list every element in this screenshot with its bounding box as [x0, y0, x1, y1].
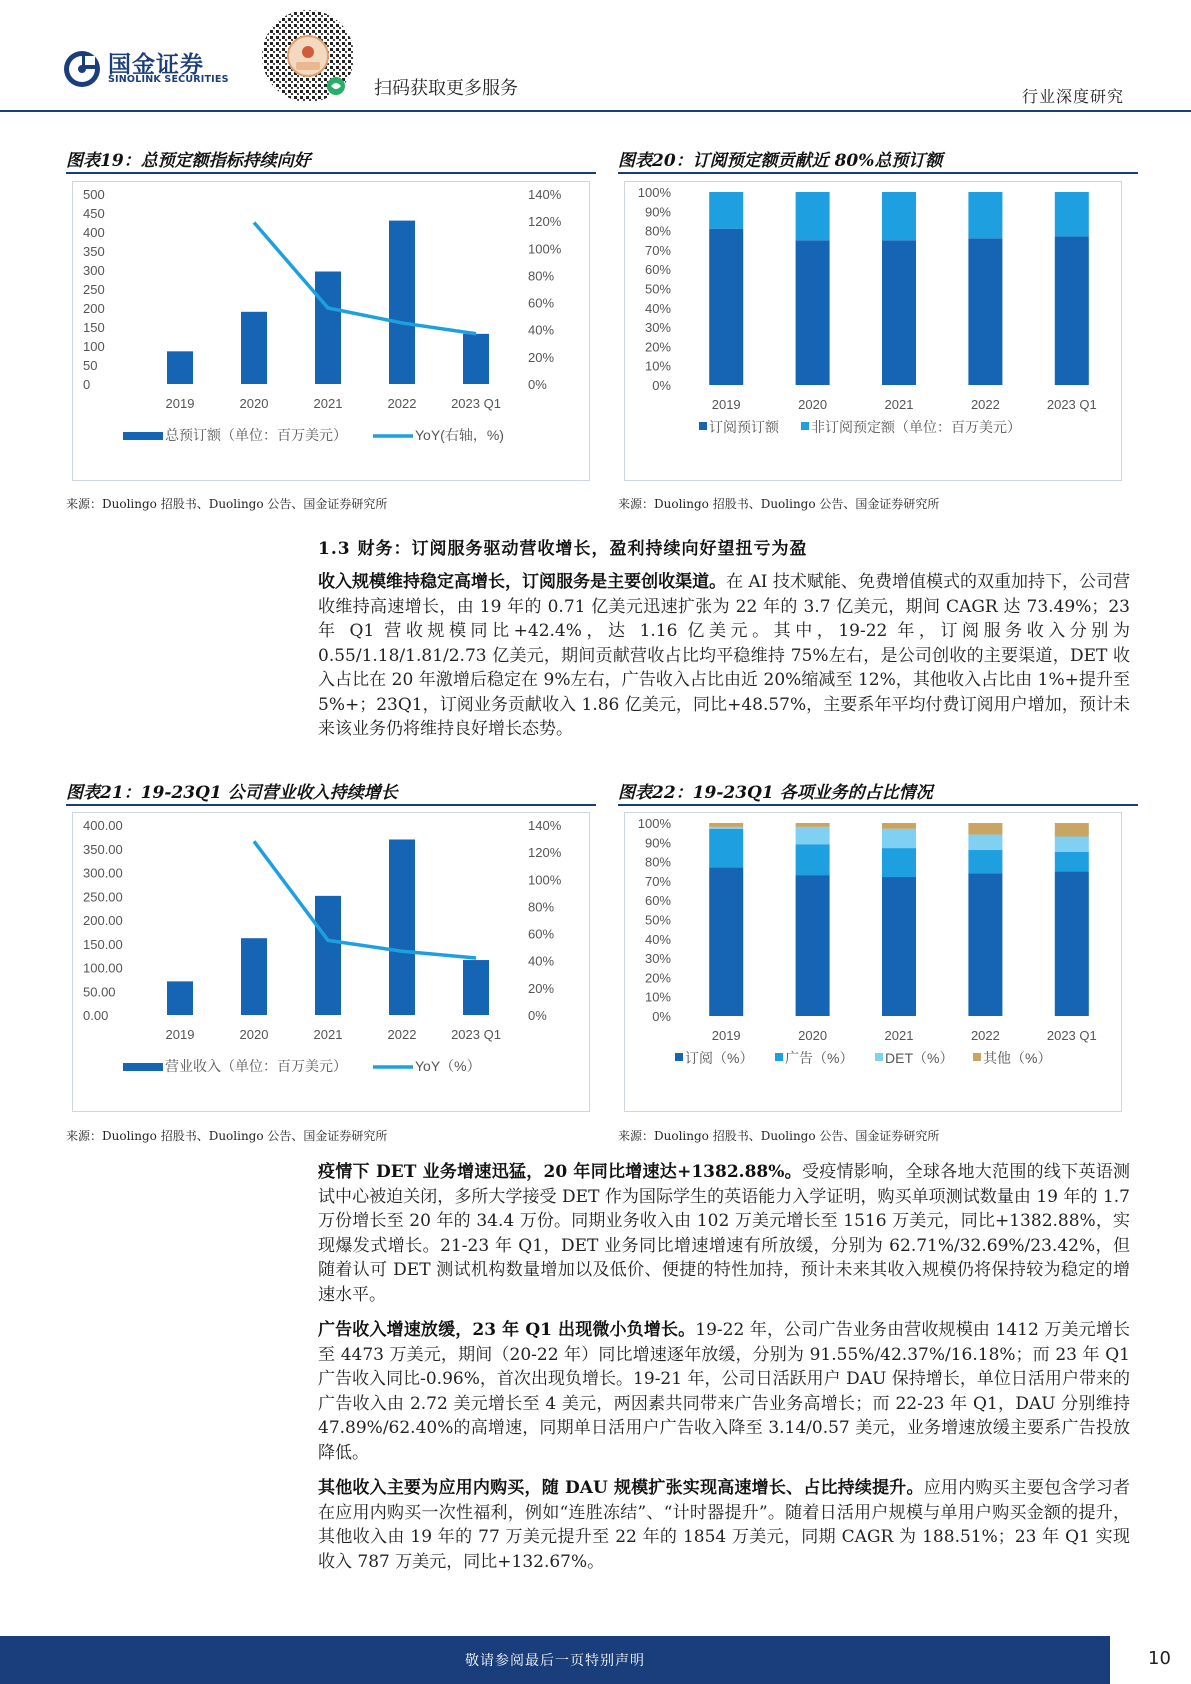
fig22-segment: [968, 823, 1002, 835]
fig20-segment: [796, 192, 830, 240]
paragraph-other-body: 应用内购买主要包含学习者在应用内购买一次性福利，例如“连胜冻结”、“计时器提升”。随着日活用户规模与单用户购买金额的提升，其他收入由 19 年的 77 万美元提升至 22 年的 1854 万美元，同期 CAGR 为 188.51%；23 年 Q1 实现收入 787 万美元，同比+132.67%。: [318, 1478, 1131, 1572]
fig19-bar: [315, 272, 341, 384]
fig22-segment: [968, 873, 1002, 1016]
fig22-segment: [882, 848, 916, 877]
fig21-left-tick: 400.00: [83, 818, 123, 833]
fig19-left-tick: 250: [83, 282, 105, 297]
fig20-left-tick: 80%: [644, 223, 671, 239]
fig22-left-tick: 50%: [644, 912, 671, 928]
company-name-cn: 国金证券: [108, 52, 204, 78]
fig22-legend-label: DET（%）: [885, 1050, 954, 1066]
report-type: 行业深度研究: [1022, 87, 1125, 106]
fig20-source: 来源：Duolingo 招股书、Duolingo 公告、国金证券研究所: [618, 497, 940, 511]
fig21-legend-swatch-bar: [123, 1063, 163, 1071]
fig20-legend-label: 非订阅预定额（单位：百万美元）: [811, 419, 1021, 435]
paragraph-det: [318, 1160, 1130, 1307]
footer-notice: 敬请参阅最后一页特别声明: [465, 1653, 645, 1669]
fig21-left-tick: 300.00: [83, 865, 123, 881]
fig20-left-tick: 30%: [644, 320, 671, 336]
fig20-legend-swatch: [801, 422, 809, 430]
fig19-left-tick: 50: [83, 358, 98, 373]
fig22-segment: [1055, 837, 1089, 852]
page-header: [0, 0, 1191, 112]
fig22-x-tick: 2023 Q1: [1046, 1028, 1097, 1043]
fig20-segment: [882, 192, 916, 240]
fig21-right-tick: 20%: [528, 980, 555, 996]
fig21-legend-bar-label: 营业收入（单位：百万美元）: [165, 1058, 347, 1074]
fig20-left-tick: 0%: [652, 378, 671, 393]
fig19-left-tick: 0: [83, 377, 91, 392]
fig19-left-tick: 200: [83, 301, 105, 316]
fig21-bar: [315, 896, 341, 1015]
fig22-legend-swatch: [875, 1053, 883, 1061]
fig21-x-tick: 2023 Q1: [451, 1027, 501, 1042]
fig21-bar: [241, 938, 267, 1015]
fig22-title: 图表22：19-23Q1 各项业务的占比情况: [618, 783, 933, 803]
fig22-left-tick: 80%: [644, 854, 671, 870]
fig22-left-tick: 60%: [644, 893, 671, 909]
fig21-right-tick: 100%: [528, 872, 562, 888]
fig20-x-tick: 2023 Q1: [1046, 397, 1097, 412]
fig22-left-tick: 90%: [644, 835, 671, 851]
paragraph-revenue-body: 在 AI 技术赋能、免费增值模式的双重加持下，公司营收维持高速增长，由 19 年的 0.71 亿美元迅速扩张为 22 年的 3.7 亿美元，期间 CAGR 达 73.49%；23 年 Q1 营收规模同比+42.4%，达 1.16 亿美元。其中，19-22 年，订阅服务收入分别为 0.55/1.18/1.81/2.73 亿美元，期间贡献营收占比均平稳维持 75%左右，是公司创收的主要渠道，DET 收入占比在 20 年激增后稳定在 9%左右，广告收入占比由近 20%缩减至 12%，其他收入占比由 1%+提升至 5%+；23Q1，订阅业务贡献收入 1.86 亿美元，同比+48.57%，主要系年平均付费订阅用户增加，预计未来该业务仍将维持良好增长态势。: [318, 572, 1131, 739]
paragraph-other: [318, 1476, 1130, 1574]
fig19-left-tick: 500: [83, 187, 105, 202]
fig20-segment: [709, 229, 743, 385]
paragraph-ads-lead: 广告收入增速放缓，23 年 Q1 出现微小负增长。: [318, 1320, 696, 1340]
fig22-legend-swatch: [973, 1053, 981, 1061]
fig22-segment: [882, 877, 916, 1016]
fig21-x-tick: 2020: [239, 1027, 269, 1042]
fig19-right-tick: 20%: [528, 349, 555, 365]
fig20-svg: [625, 182, 1121, 480]
fig22-left-tick: 0%: [652, 1009, 671, 1024]
fig19-x-tick: 2020: [239, 396, 269, 411]
fig20-segment: [1055, 192, 1089, 236]
fig19-left-tick: 300: [83, 263, 105, 278]
fig22-segment: [1055, 852, 1089, 871]
paragraph-det-body: 受疫情影响，全球各地大范围的线下英语测试中心被迫关闭，多所大学接受 DET 作为国际学生的英语能力入学证明，购买单项测试数量由 19 年的 1.7 万份增长至 20 年的 34.4 万份。同期业务收入由 102 万美元增长至 1516 万美元，同比+1382.88%，实现爆发式增长。21-23 年 Q1，DET 业务同比增速增速有所放缓，分别为 62.71%/32.69%/23.42%，但随着认可 DET 测试机构数量增加以及低价、便捷的特性加持，预计未来其收入规模仍将保持较为稳定的增速水平。: [318, 1162, 1131, 1305]
fig19-legend-line-label: YoY(右轴，%): [415, 427, 504, 443]
fig19-legend-bar-label: 总预订额（单位：百万美元）: [165, 427, 347, 443]
fig22-segment: [709, 867, 743, 1016]
fig22-legend-swatch: [775, 1053, 783, 1061]
fig21-right-tick: 120%: [528, 845, 562, 861]
fig21-x-tick: 2022: [387, 1027, 417, 1042]
fig21-title: 图表21：19-23Q1 公司营业收入持续增长: [66, 783, 398, 803]
fig21-right-tick: 140%: [528, 818, 562, 833]
fig19-bar: [463, 334, 489, 384]
fig19-right-tick: 140%: [528, 187, 562, 202]
fig19-right-tick: 120%: [528, 214, 562, 230]
fig19-x-tick: 2023 Q1: [451, 396, 501, 411]
fig20-title: 图表20：订阅预定额贡献近 80%总预订额: [618, 151, 943, 171]
fig22-x-tick: 2021: [884, 1028, 914, 1043]
fig20-segment: [796, 240, 830, 385]
fig19-left-tick: 100: [83, 339, 105, 354]
page-number: 10: [1148, 1648, 1171, 1669]
fig21-right-tick: 40%: [528, 953, 555, 969]
fig20-x-tick: 2022: [970, 397, 1000, 412]
fig19-bar: [241, 312, 267, 384]
section-heading: 1.3 财务：订阅服务驱动营收增长，盈利持续向好望扭亏为盈: [318, 539, 808, 559]
fig20-legend-swatch: [699, 422, 707, 430]
paragraph-det-lead: 疫情下 DET 业务增速迅猛，20 年同比增速达+1382.88%。: [318, 1162, 802, 1182]
fig20-legend-label: 订阅预订额: [709, 419, 779, 435]
fig19-x-tick: 2019: [165, 396, 195, 411]
fig22-left-tick: 20%: [644, 970, 671, 986]
fig22-segment: [1055, 823, 1089, 837]
fig19-left-tick: 450: [83, 206, 105, 221]
fig21-bar: [389, 839, 415, 1015]
paragraph-ads: [318, 1318, 1130, 1465]
fig21-left-tick: 100.00: [83, 960, 123, 976]
fig22-segment: [709, 823, 743, 827]
fig22-x-tick: 2020: [798, 1028, 828, 1043]
fig22-x-tick: 2022: [970, 1028, 1000, 1043]
fig21-right-tick: 0%: [528, 1008, 547, 1023]
fig21-chart: [72, 812, 590, 1112]
fig21-left-tick: 0.00: [83, 1008, 109, 1023]
fig22-left-tick: 70%: [644, 873, 671, 889]
paragraph-revenue: [318, 570, 1130, 742]
fig20-left-tick: 60%: [644, 262, 671, 278]
fig21-left-tick: 150.00: [83, 936, 123, 952]
fig22-left-tick: 30%: [644, 951, 671, 967]
fig22-segment: [968, 850, 1002, 873]
fig22-left-tick: 10%: [644, 989, 671, 1005]
fig19-title-rule: [66, 172, 596, 174]
fig21-x-tick: 2021: [313, 1027, 343, 1042]
fig21-left-tick: 250.00: [83, 889, 123, 905]
fig20-left-tick: 50%: [644, 281, 671, 297]
fig20-left-tick: 20%: [644, 339, 671, 355]
fig22-legend-label: 其他（%）: [983, 1050, 1052, 1066]
fig21-left-tick: 200.00: [83, 913, 123, 928]
fig21-legend-line-label: YoY（%）: [415, 1058, 481, 1074]
fig22-source: 来源：Duolingo 招股书、Duolingo 公告、国金证券研究所: [618, 1129, 940, 1143]
fig20-chart: [624, 181, 1122, 481]
fig19-bar: [389, 221, 415, 384]
fig22-legend-label: 广告（%）: [785, 1050, 854, 1066]
fig22-segment: [1055, 871, 1089, 1016]
fig22-left-tick: 40%: [644, 931, 671, 947]
sinolink-logo-icon: [63, 50, 101, 88]
fig19-right-tick: 80%: [528, 268, 555, 284]
company-name-en: SINOLINK SECURITIES: [108, 74, 229, 85]
fig22-segment: [796, 823, 830, 827]
fig22-x-tick: 2019: [711, 1028, 741, 1043]
fig19-legend-swatch-bar: [123, 432, 163, 440]
fig20-segment: [709, 192, 743, 229]
fig19-source: 来源：Duolingo 招股书、Duolingo 公告、国金证券研究所: [66, 497, 388, 511]
header-divider: [0, 110, 1191, 112]
fig19-x-tick: 2021: [313, 396, 343, 411]
fig21-right-tick: 60%: [528, 926, 555, 942]
fig20-x-tick: 2019: [711, 397, 741, 412]
fig20-segment: [1055, 236, 1089, 385]
fig20-title-rule: [618, 172, 1138, 174]
fig19-left-tick: 350: [83, 244, 105, 259]
fig21-left-tick: 350.00: [83, 841, 123, 857]
fig21-yoy-line: [254, 841, 476, 958]
fig19-right-tick: 40%: [528, 322, 555, 338]
fig22-chart: [624, 812, 1122, 1112]
fig21-bar: [167, 981, 193, 1015]
fig19-yoy-line: [254, 223, 476, 334]
fig20-segment: [882, 240, 916, 385]
fig22-segment: [709, 827, 743, 829]
fig19-left-tick: 150: [83, 320, 105, 335]
qr-caption: 扫码获取更多服务: [374, 78, 518, 99]
fig20-left-tick: 100%: [637, 185, 671, 200]
fig21-title-rule: [66, 804, 596, 806]
qr-code-icon[interactable]: [258, 6, 358, 106]
fig19-right-tick: 0%: [528, 377, 547, 392]
fig19-bar: [167, 351, 193, 384]
fig21-bar: [463, 960, 489, 1015]
fig20-segment: [968, 192, 1002, 238]
paragraph-other-lead: 其他收入主要为应用内购买，随 DAU 规模扩张实现高速增长、占比持续提升。: [318, 1478, 924, 1498]
fig20-x-tick: 2020: [798, 397, 828, 412]
fig20-left-tick: 70%: [644, 242, 671, 258]
fig22-segment: [882, 823, 916, 829]
fig21-svg: [73, 813, 589, 1111]
fig21-x-tick: 2019: [165, 1027, 195, 1042]
fig22-legend-swatch: [675, 1053, 683, 1061]
fig20-left-tick: 40%: [644, 300, 671, 316]
fig22-segment: [709, 829, 743, 868]
fig21-left-tick: 50.00: [83, 984, 116, 1000]
fig20-left-tick: 10%: [644, 358, 671, 374]
fig22-legend-label: 订阅（%）: [685, 1050, 754, 1066]
fig19-svg: [73, 182, 589, 480]
fig19-right-tick: 60%: [528, 295, 555, 311]
fig20-segment: [968, 238, 1002, 385]
fig22-segment: [796, 827, 830, 844]
fig19-right-tick: 100%: [528, 241, 562, 257]
paragraph-revenue-lead: 收入规模维持稳定高增长，订阅服务是主要创收渠道。: [318, 572, 727, 592]
fig21-source: 来源：Duolingo 招股书、Duolingo 公告、国金证券研究所: [66, 1129, 388, 1143]
fig22-segment: [796, 844, 830, 875]
fig22-title-rule: [618, 804, 1138, 806]
fig22-segment: [796, 875, 830, 1016]
fig19-left-tick: 400: [83, 225, 105, 240]
fig20-x-tick: 2021: [884, 397, 914, 412]
fig22-segment: [882, 829, 916, 848]
fig19-title: 图表19：总预定额指标持续向好: [66, 151, 311, 171]
fig20-left-tick: 90%: [644, 204, 671, 220]
fig19-chart: [72, 181, 590, 481]
fig22-svg: [625, 813, 1121, 1111]
fig19-x-tick: 2022: [387, 396, 417, 411]
fig21-right-tick: 80%: [528, 899, 555, 915]
fig22-segment: [968, 835, 1002, 850]
fig22-left-tick: 100%: [637, 816, 671, 831]
paragraph-ads-body: 19-22 年，公司广告业务由营收规模由 1412 万美元增长至 4473 万美元，期间（20-22 年）同比增速逐年放缓，分别为 91.55%/42.37%/16.18%；而 23 年 Q1 广告收入同比-0.96%，首次出现负增长。19-21 年，公司日活跃用户 DAU 保持增长，单位日活用户带来的广告收入由 2.72 美元增长至 4 美元，两因素共同带来广告业务高增长；而 22-23 年 Q1，DAU 分别维持 47.89%/62.40%的高增速，同期单日活用户广告收入降至 3.14/0.57 美元，业务增速放缓主要系广告投放降低。: [318, 1320, 1130, 1463]
